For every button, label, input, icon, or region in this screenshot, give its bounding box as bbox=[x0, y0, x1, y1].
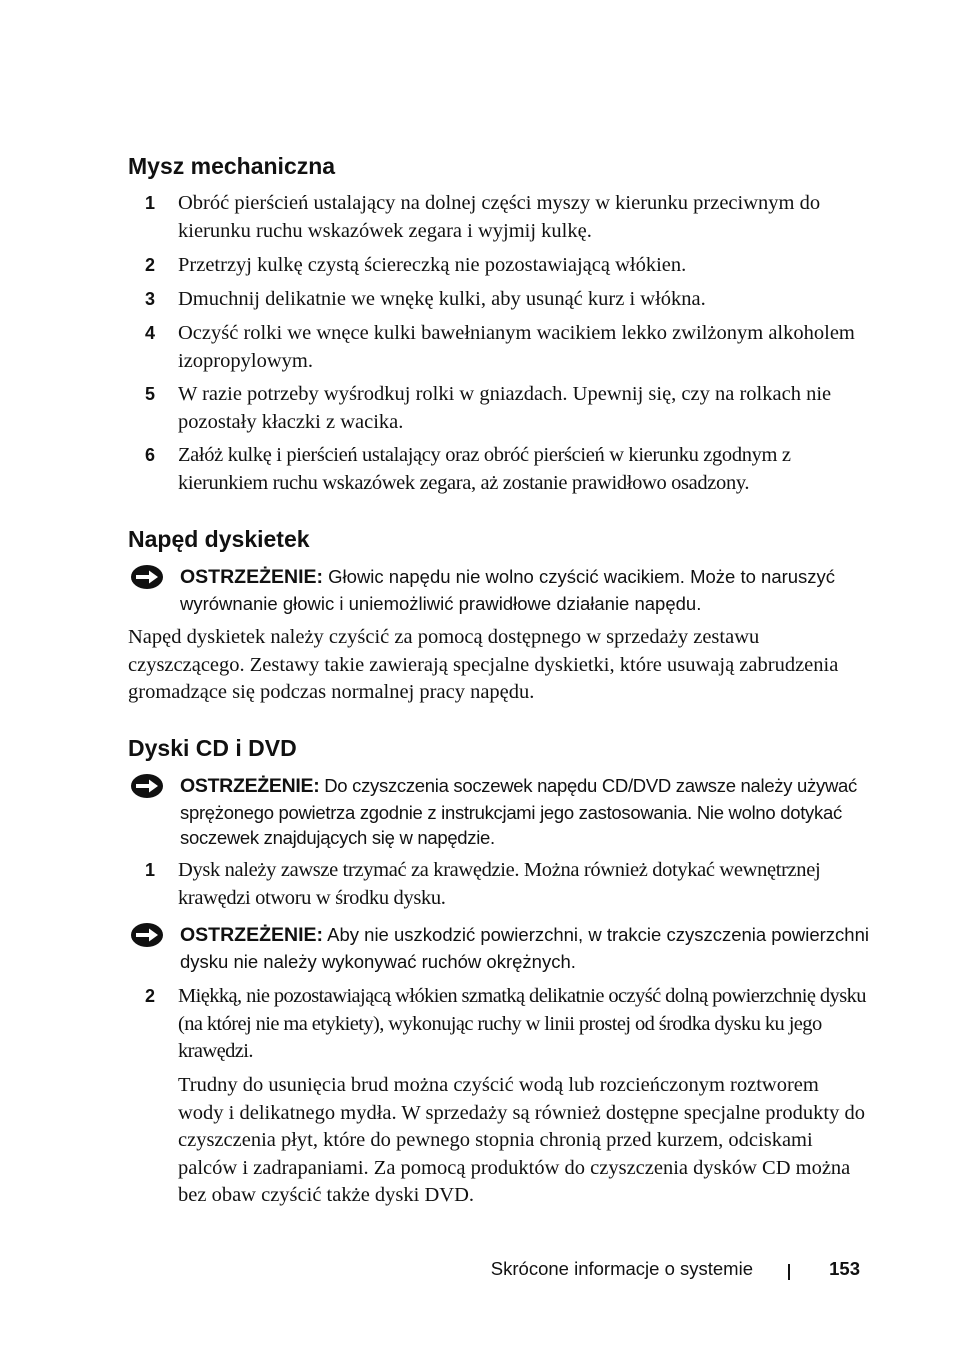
step-number: 2 bbox=[145, 986, 156, 1006]
footer-separator bbox=[788, 1264, 790, 1280]
step-number: 1 bbox=[145, 860, 156, 880]
step-text: Miękką, nie pozostawiającą włókien szmatką delikatnie oczyść dolną powierzchnię dysku (na której nie ma etykiety), wykonując ruchy w linii prostej od środka dysku ku jego krawędzi. bbox=[178, 985, 866, 1062]
heading-floppy: Napęd dyskietek bbox=[128, 526, 310, 552]
notice-label: OSTRZEŻENIE: bbox=[180, 924, 324, 946]
step-text: W razie potrzeby wyśrodkuj rolki w gniazdach. Upewnij się, czy na rolkach nie pozostały kłaczki z wacika. bbox=[178, 383, 832, 433]
floppy-paragraph: Napęd dyskietek należy czyścić za pomocą dostępnego w sprzedaży zestawu czyszczącego. Zestawy takie zawierają specjalne dyskietki, które usuwają zabrudzenia gromadzące się podczas normalnej pracy napędu. bbox=[128, 626, 839, 703]
notice-arrow-icon bbox=[130, 773, 164, 799]
notice-label: OSTRZEŻENIE: bbox=[180, 566, 324, 588]
step-number: 4 bbox=[145, 323, 156, 343]
page-number: 153 bbox=[829, 1258, 860, 1279]
heading-cd-dvd: Dyski CD i DVD bbox=[128, 735, 297, 761]
step-number: 1 bbox=[145, 193, 156, 213]
notice-arrow-icon bbox=[130, 564, 164, 590]
step-text: Obróć pierścień ustalający na dolnej części myszy w kierunku przeciwnym do kierunku ruchu wskazówek zegara i wyjmij kulkę. bbox=[178, 192, 821, 242]
notice-text: Aby nie uszkodzić powierzchni, w trakcie czyszczenia powierzchni dysku nie należy wykonywać ruchów okrężnych. bbox=[180, 924, 869, 972]
notice-text: Głowic napędu nie wolno czyścić wacikiem. Może to naruszyć wyrównanie głowic i uniemożliwić prawidłowe działanie napędu. bbox=[180, 566, 836, 614]
notice-text-block bbox=[180, 773, 870, 851]
heading-mouse: Mysz mechaniczna bbox=[128, 153, 336, 179]
cd-paragraph: Trudny do usunięcia brud można czyścić wodą lub rozcieńczonym roztworem wody i delikatnego mydła. W sprzedaży są również dostępne specjalne produkty do czyszczenia płyt, które do pewnego stopnia chronią przed kurzem, odciskami palców i zadrapaniami. Za pomocą produktów do czyszczenia dysków CD można bez obaw czyścić także dyski DVD. bbox=[178, 1074, 865, 1206]
notice-arrow-icon bbox=[130, 922, 164, 948]
step-number: 3 bbox=[145, 289, 156, 309]
step-text: Oczyść rolki we wnęce kulki bawełnianym wacikiem lekko zwilżonym alkoholem izopropylowym. bbox=[178, 322, 855, 372]
step-text: Dmuchnij delikatnie we wnękę kulki, aby usunąć kurz i włókna. bbox=[178, 288, 706, 310]
step-number: 6 bbox=[145, 445, 156, 465]
page-footer bbox=[0, 1256, 954, 1282]
step-number: 2 bbox=[145, 255, 156, 275]
step-text: Dysk należy zawsze trzymać za krawędzie. Można również dotykać wewnętrznej krawędzi otworu w środku dysku. bbox=[178, 859, 821, 909]
step-number: 5 bbox=[145, 384, 156, 404]
notice-text-block bbox=[180, 922, 870, 974]
notice-text: Do czyszczenia soczewek napędu CD/DVD zawsze należy używać sprężonego powietrza zgodnie z instrukcjami jego zastosowania. Nie wolno dotykać soczewek znajdujących się w napędzie. bbox=[180, 775, 857, 848]
step-text: Przetrzyj kulkę czystą ściereczką nie pozostawiającą włókien. bbox=[178, 254, 687, 276]
footer-section-title: Skrócone informacje o systemie bbox=[490, 1258, 753, 1279]
notice-label: OSTRZEŻENIE: bbox=[180, 775, 320, 797]
step-text: Załóż kulkę i pierścień ustalający oraz obróć pierścień w kierunku zgodnym z kierunkiem ruchu wskazówek zegara, aż zostanie prawidłowo osadzony. bbox=[178, 444, 791, 494]
notice-text-block bbox=[180, 564, 870, 616]
